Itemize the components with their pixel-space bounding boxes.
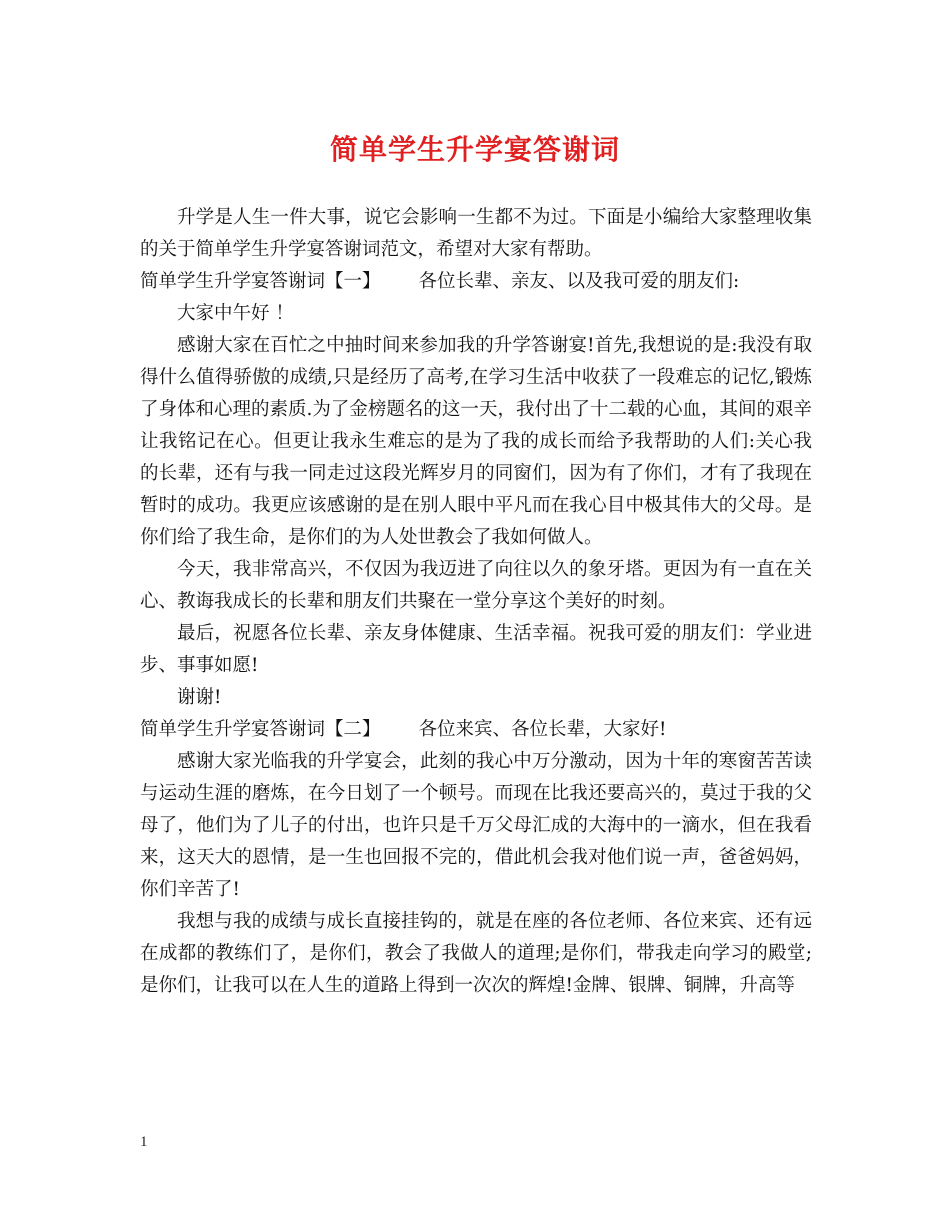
section-2-heading: 简单学生升学宴答谢词【二】 [140, 719, 381, 740]
section-1-heading-line [140, 266, 812, 298]
section-1-salutation: 各位长辈、亲友、以及我可爱的朋友们: [418, 271, 740, 292]
intro-paragraph: 升学是人生一件大事，说它会影响一生都不为过。下面是小编给大家整理收集的关于简单学生升学宴答谢词范文，希望对大家有帮助。 [140, 207, 812, 260]
section-1-heading: 简单学生升学宴答谢词【一】 [140, 271, 381, 292]
section-1-paragraph-1: 感谢大家在百忙之中抽时间来参加我的升学答谢宴!首先,我想说的是:我没有取得什么值得骄傲的成绩,只是经历了高考,在学习生活中收获了一段难忘的记忆,锻炼了身体和心理的素质.为了金榜题名的这一天，我付出了十二载的心血，其间的艰辛让我铭记在心。但更让我永生难忘的是为了我的成长而给予我帮助的人们:关心我的长辈，还有与我一同走过这段光辉岁月的同窗们，因为有了你们，才有了我现在暂时的成功。我更应该感谢的是在别人眼中平凡而在我心目中极其伟大的父母。是你们给了我生命，是你们的为人处世教会了我如何做人。 [140, 335, 812, 548]
document-body [140, 202, 812, 1002]
document-title: 简单学生升学宴答谢词 [329, 133, 620, 166]
page-number: 1 [140, 1134, 148, 1150]
section-2-heading-line [140, 714, 812, 746]
section-1-closing: 谢谢! [177, 687, 222, 708]
section-1-paragraph-3: 最后，祝愿各位长辈、亲友身体健康、生活幸福。祝我可爱的朋友们：学业进步、事事如愿! [140, 623, 812, 676]
section-1-paragraph-2: 今天，我非常高兴，不仅因为我迈进了向往以久的象牙塔。更因为有一直在关心、教诲我成长的长辈和朋友们共聚在一堂分享这个美好的时刻。 [140, 559, 812, 612]
section-1-greeting: 大家中午好 ！ [177, 303, 294, 324]
section-2-salutation: 各位来宾、各位长辈，大家好! [418, 719, 667, 740]
section-2-paragraph-2: 我想与我的成绩与成长直接挂钩的，就是在座的各位老师、各位来宾、还有远在成都的教练们了，是你们，教会了我做人的道理;是你们，带我走向学习的殿堂;是你们，让我可以在人生的道路上得到一次次的辉煌!金牌、银牌、铜牌，升高等 [140, 911, 812, 996]
section-2-paragraph-1: 感谢大家光临我的升学宴会，此刻的我心中万分激动，因为十年的寒窗苦苦读与运动生涯的磨炼，在今日划了一个顿号。而现在比我还要高兴的，莫过于我的父母了，他们为了儿子的付出，也许只是千万父母汇成的大海中的一滴水，但在我看来，这天大的恩情，是一生也回报不完的，借此机会我对他们说一声，爸爸妈妈，你们辛苦了! [140, 751, 812, 900]
